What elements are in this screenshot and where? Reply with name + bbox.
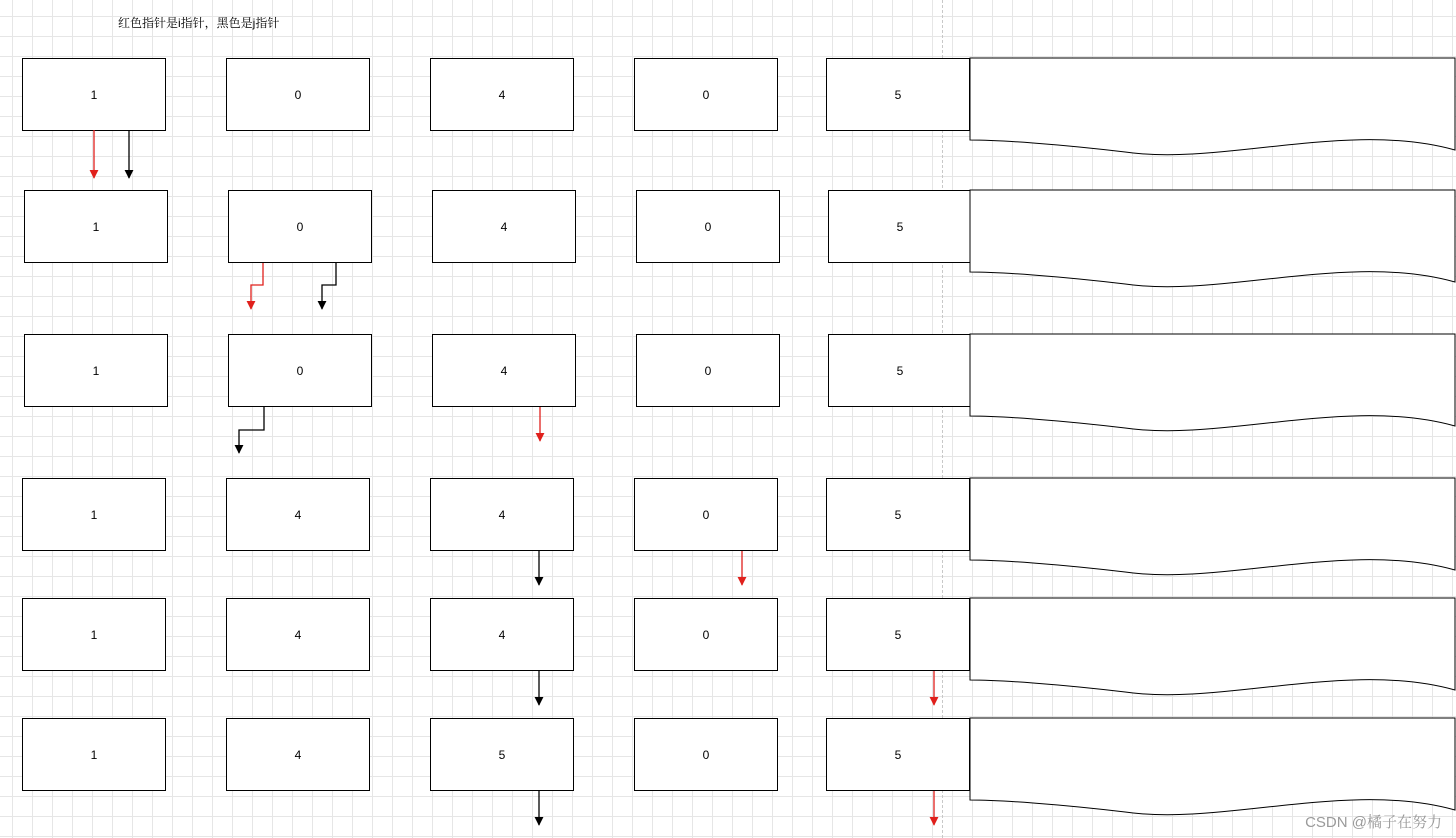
note-shape bbox=[970, 718, 1455, 815]
array-cell: 1 bbox=[22, 478, 166, 551]
j-pointer-arrow bbox=[239, 407, 264, 453]
array-cell: 5 bbox=[826, 58, 970, 131]
note-shape bbox=[970, 190, 1455, 287]
array-cell: 0 bbox=[228, 334, 372, 407]
array-cell: 0 bbox=[634, 478, 778, 551]
watermark: CSDN @橘子在努力 bbox=[1305, 814, 1442, 831]
array-cell: 0 bbox=[226, 58, 370, 131]
array-cell: 4 bbox=[226, 598, 370, 671]
array-cell: 0 bbox=[634, 58, 778, 131]
array-cell: 5 bbox=[826, 598, 970, 671]
array-cell: 4 bbox=[430, 598, 574, 671]
note-shape bbox=[970, 334, 1455, 431]
array-cell: 1 bbox=[24, 190, 168, 263]
note-shapes bbox=[970, 58, 1455, 815]
array-cell: 4 bbox=[226, 718, 370, 791]
array-cell: 1 bbox=[22, 58, 166, 131]
array-cell: 0 bbox=[636, 190, 780, 263]
array-cell: 5 bbox=[430, 718, 574, 791]
i-pointer-arrow bbox=[251, 263, 263, 309]
array-cell: 5 bbox=[826, 718, 970, 791]
array-cell: 4 bbox=[432, 190, 576, 263]
note-shape bbox=[970, 598, 1455, 695]
array-cell: 0 bbox=[634, 598, 778, 671]
array-cell: 4 bbox=[430, 58, 574, 131]
array-cell: 1 bbox=[22, 718, 166, 791]
j-pointer-arrow bbox=[322, 263, 336, 309]
array-cell: 1 bbox=[24, 334, 168, 407]
array-cell: 0 bbox=[228, 190, 372, 263]
array-cell: 5 bbox=[828, 334, 972, 407]
note-shape bbox=[970, 478, 1455, 575]
note-shape bbox=[970, 58, 1455, 155]
array-cell: 4 bbox=[432, 334, 576, 407]
legend-caption: 红色指针是i指针，黑色是j指针 bbox=[118, 16, 280, 30]
array-cell: 0 bbox=[636, 334, 780, 407]
array-cell: 5 bbox=[826, 478, 970, 551]
pointer-arrows bbox=[94, 130, 934, 825]
array-cell: 4 bbox=[226, 478, 370, 551]
array-cell: 0 bbox=[634, 718, 778, 791]
array-cell: 5 bbox=[828, 190, 972, 263]
array-cell: 4 bbox=[430, 478, 574, 551]
array-cell: 1 bbox=[22, 598, 166, 671]
